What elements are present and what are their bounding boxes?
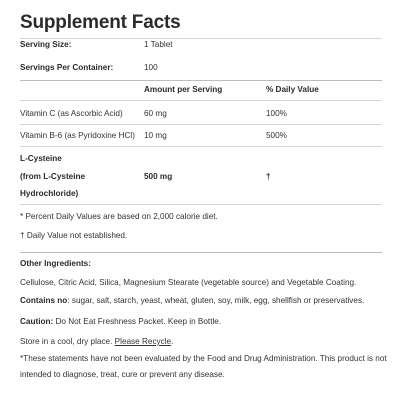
- nutrient-daily-value: 500%: [266, 131, 287, 140]
- amount-per-serving-header: Amount per Serving: [144, 85, 223, 94]
- nutrient-name: Vitamin B-6 (as Pyridoxine HCl): [20, 131, 135, 140]
- caution-label: Caution:: [20, 317, 54, 326]
- cysteine-name-line3: Hydrochloride): [20, 189, 79, 198]
- contains-statement: [20, 295, 364, 306]
- divider: [20, 124, 382, 125]
- nutrient-amount: 60 mg: [144, 109, 167, 118]
- cysteine-amount: 500 mg: [144, 172, 173, 181]
- cysteine-daily-value: †: [266, 172, 271, 181]
- caution-statement: [20, 316, 221, 327]
- contains-text: : sugar, salt, starch, yeast, wheat, gluten, soy, milk, egg, shellfish or preservatives.: [67, 296, 365, 305]
- divider: [20, 38, 382, 39]
- divider: [20, 146, 382, 147]
- disclaimer-line2: intended to diagnose, treat, cure or prevent any disease.: [20, 370, 225, 379]
- divider: [20, 252, 382, 253]
- cysteine-name-line1: L-Cysteine: [20, 154, 62, 163]
- disclaimer-line1: *These statements have not been evaluated by the Food and Drug Administration. This product is not: [20, 354, 387, 363]
- dagger-footnote: † Daily Value not established.: [20, 231, 128, 240]
- daily-value-header: % Daily Value: [266, 85, 319, 94]
- other-ingredients-text: Cellulose, Citric Acid, Silica, Magnesium Stearate (vegetable source) and Vegetable Coating.: [20, 278, 357, 287]
- percent-daily-value-footnote: * Percent Daily Values are based on 2,000 calorie diet.: [20, 212, 218, 221]
- divider: [20, 204, 382, 205]
- contains-label: Contains no: [20, 296, 68, 305]
- nutrient-daily-value: 100%: [266, 109, 287, 118]
- caution-text: Do Not Eat Freshness Packet. Keep in Bottle.: [53, 317, 222, 326]
- cysteine-name-line2: (from L-Cysteine: [20, 172, 86, 181]
- storage-end: .: [171, 337, 174, 346]
- storage-text: Store in a cool, dry place.: [20, 337, 115, 346]
- nutrient-name: Vitamin C (as Ascorbic Acid): [20, 109, 123, 118]
- storage-statement: [20, 336, 173, 347]
- divider: [20, 80, 382, 81]
- nutrient-amount: 10 mg: [144, 131, 167, 140]
- serving-size-label: Serving Size:: [20, 40, 72, 49]
- other-ingredients-heading: Other Ingredients:: [20, 259, 91, 268]
- divider: [20, 100, 382, 101]
- servings-per-container-value: 100: [144, 63, 158, 72]
- page-title: Supplement Facts: [20, 12, 181, 33]
- servings-per-container-label: Servings Per Container:: [20, 63, 114, 72]
- please-recycle-link[interactable]: Please Recycle: [114, 337, 172, 346]
- serving-size-value: 1 Tablet: [144, 40, 173, 49]
